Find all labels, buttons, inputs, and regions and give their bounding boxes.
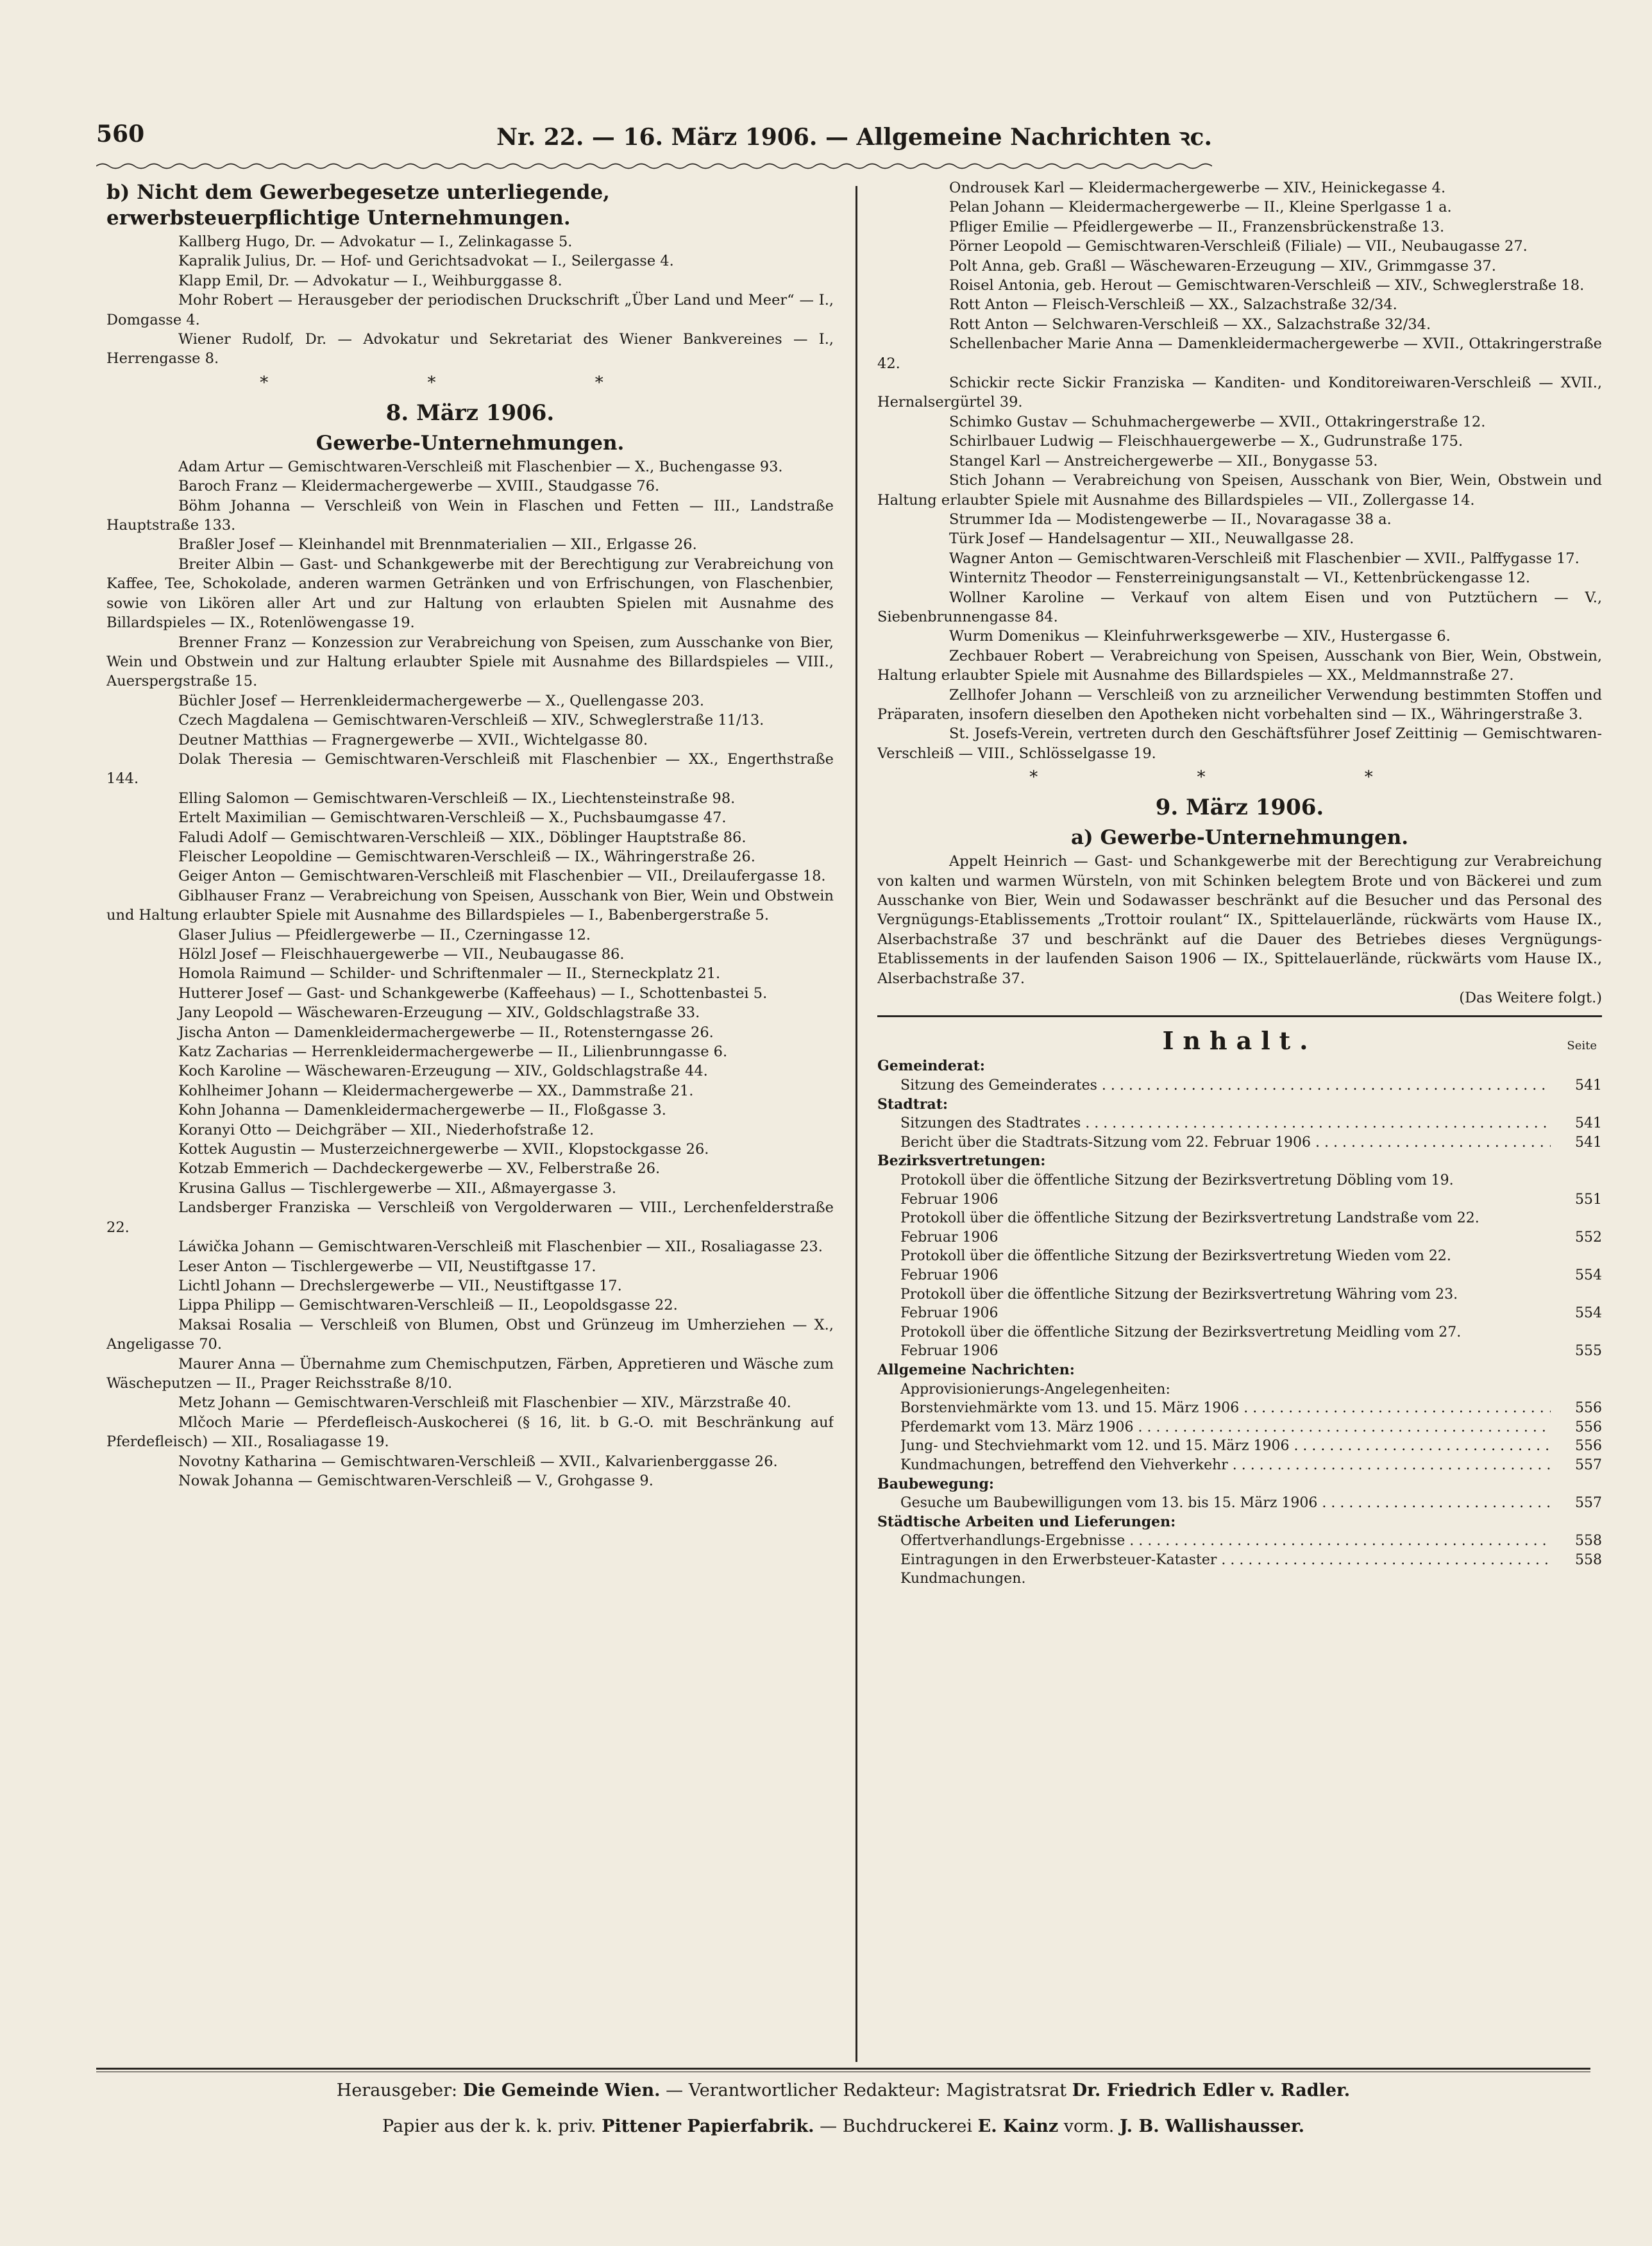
register-entry: Koranyi Otto — Deichgräber — XII., Niederhofstraße 12. [178,1121,594,1138]
printer-former-label: vorm. [1063,2116,1115,2136]
register-entry: Pörner Leopold — Gemischtwaren-Verschleiß (Filiale) — VII., Neubaugasse 27. [949,238,1528,255]
toc-group-heading: Gemeinderat: [877,1058,985,1075]
toc-rule [877,1015,1602,1017]
section-separator-stars: * * * [260,373,680,393]
toc-entry-title: Protokoll über die öffentliche Sitzung der Bezirksvertretung Meidling vom 27. Februar 1906 [900,1324,1462,1360]
toc-entry-page: 554 [1575,1305,1602,1322]
toc-entry-title: Jung- und Stechviehmarkt vom 12. und 15. März 1906 . . . [900,1437,1551,1456]
toc-entry-title: Kundmachungen. [900,1571,1026,1587]
date-heading-9-march: 9. März 1906. [1155,795,1324,821]
register-entry: Schimko Gustav — Schuhmachergewerbe — XVII., Ottakringerstraße 12. [949,413,1486,430]
register-entry: Katz Zacharias — Herrenkleidermachergewerbe — II., Lilienbrunngasse 6. [178,1043,728,1061]
toc-entry-page: 556 [1575,1438,1602,1455]
register-entry: Koch Karoline — Wäschewaren-Erzeugung — XIV., Goldschlagstraße 44. [178,1063,708,1080]
toc-title [877,1025,1602,1057]
table-of-contents [877,1057,1602,1589]
toc-entry [877,1532,1602,1551]
printer-name: E. Kainz [977,2116,1059,2136]
toc-entry-page: 556 [1575,1400,1602,1417]
register-entry: Nowak Johanna — Gemischtwaren-Verschleiß — V., Grohgasse 9. [178,1472,653,1489]
left-column [106,178,834,2061]
toc-entry-title: Borstenviehmärkte vom 13. und 15. März 1906 . . . [900,1399,1551,1418]
register-entry: Büchler Josef — Herrenkleidermachergewerbe — X., Quellengasse 203. [178,692,705,709]
toc-entry-title: Protokoll über die öffentliche Sitzung der Bezirksvertretung Wieden vom 22. Februar 1906 [900,1248,1451,1283]
register-entry: Elling Salomon — Gemischtwaren-Verschleiß — IX., Liechtensteinstraße 98. [178,789,736,807]
register-entry: Kottek Augustin — Musterzeichnergewerbe — XVII., Klopstockgasse 26. [178,1141,709,1158]
register-entry: Baroch Franz — Kleidermachergewerbe — XVIII., Staudgasse 76. [178,478,660,495]
register-entry: Wagner Anton — Gemischtwaren-Verschleiß mit Flaschenbier — XVII., Palffygasse 17. [949,550,1580,567]
register-entry: Kohlheimer Johann — Kleidermachergewerbe — XX., Dammstraße 21. [178,1082,694,1099]
toc-entry [877,1437,1602,1456]
toc-entry-page: 541 [1575,1115,1602,1132]
running-title: Nr. 22. — 16. März 1906. — Allgemeine Nachrichten ꝛc. [496,124,1212,151]
printer-label: — Buchdruckerei [820,2116,973,2136]
register-entry: Rott Anton — Fleisch-Verschleiß — XX., Salzachstraße 32/34. [949,296,1397,314]
register-entry: Zechbauer Robert — Verabreichung von Speisen, Ausschank von Bier, Wein, Obstwein, Haltung erlaubter Spiele mit Ausnahme des Billardspieles — XX., Meldmannstraße 27. [877,647,1602,684]
register-entry: Czech Magdalena — Gemischtwaren-Verschleiß — XIV., Schweglerstraße 11/13. [178,712,764,729]
printer-former-name: J. B. Wallishausser. [1119,2116,1304,2136]
register-entry: Zellhofer Johann — Verschleiß von zu arzneilicher Verwendung bestimmten Stoffen und Präparaten, insofern dieselben den Apotheken nicht vorbehalten sind — IX., Währingerstraße 3. [877,686,1602,723]
footer-rule [96,2068,1590,2070]
toc-entry [877,1209,1602,1247]
register-entry: Ertelt Maximilian — Gemischtwaren-Verschleiß — X., Puchsbaumgasse 47. [178,809,727,827]
section-separator-stars-right: * * * [1029,768,1450,788]
toc-entry [877,1494,1602,1513]
entries-b-list [106,232,834,369]
toc-entry-title: Offertverhandlungs-Ergebnisse . . . [900,1532,1551,1551]
toc-entry-title: Eintragungen in den Erwerbsteuer-Kataster . . . [900,1551,1551,1570]
toc-entry-title: Sitzungen des Stadtrates . . . [900,1114,1551,1133]
toc-entry [877,1323,1602,1361]
toc-entry-page: 556 [1575,1419,1602,1435]
toc-entry-page: 541 [1575,1077,1602,1094]
register-entry: Pelan Johann — Kleidermachergewerbe — II., Kleine Sperlgasse 1 a. [949,199,1452,216]
register-entry: Polt Anna, geb. Graßl — Wäschewaren-Erzeugung — XIV., Grimmgasse 37. [949,257,1496,274]
toc-entry [877,1456,1602,1475]
toc-entry-page: 558 [1575,1551,1602,1568]
editor-label: — Verantwortlicher Redakteur: Magistratsrat [666,2081,1067,2100]
toc-entry-page: 552 [1575,1229,1602,1245]
toc-entry [877,1551,1602,1570]
toc-group-heading: Bezirksvertretungen: [877,1153,1046,1170]
section-heading-gewerbe: Gewerbe-Unternehmungen. [316,431,625,455]
register-entry: Geiger Anton — Gemischtwaren-Verschleiß mit Flaschenbier — VII., Dreilaufergasse 18. [178,868,826,885]
toc-entry [877,1399,1602,1418]
toc-entry-page: 554 [1575,1267,1602,1283]
register-entry: Glaser Julius — Pfeidlergewerbe — II., Czerningasse 12. [178,926,591,943]
entries-a-continued-list [877,178,1602,763]
toc-entry [877,1171,1602,1209]
toc-entry-page: 558 [1575,1533,1602,1549]
toc-title-text: Inhalt. [1162,1026,1317,1056]
register-entry: Schickir recte Sickir Franziska — Kanditen- und Konditoreiwaren-Verschleiß — XVII., Hernalsergürtel 39. [877,375,1602,411]
register-entry: Mohr Robert — Herausgeber der periodischen Druckschrift „Über Land und Meer“ — I., Domgasse 4. [106,292,834,328]
register-entry: Giblhauser Franz — Verabreichung von Speisen, Ausschank von Bier, Wein und Obstwein und Haltung erlaubter Spiele mit Ausnahme des Billardspieles — I., Babenbergerstraße 5. [106,887,834,924]
register-entry: Kohn Johanna — Damenkleidermachergewerbe — II., Floßgasse 3. [178,1102,666,1119]
register-entry: Türk Josef — Handelsagentur — XII., Neuwallgasse 28. [949,530,1354,548]
toc-entry [877,1133,1602,1153]
register-entry: Leser Anton — Tischlergewerbe — VII, Neustiftgasse 17. [178,1258,596,1275]
register-entry: Stich Johann — Verabreichung von Speisen, Ausschank von Bier, Wein, Obstwein und Haltung erlaubter Spiele mit Ausnahme des Billardspieles — VII., Zollergasse 14. [877,472,1602,509]
right-column [877,178,1602,2061]
toc-entry [877,1418,1602,1437]
register-entry: Deutner Matthias — Fragnergewerbe — XVII., Wichtelgasse 80. [178,731,648,748]
toc-group-heading: Allgemeine Nachrichten: [877,1361,1075,1378]
register-entry: Novotny Katharina — Gemischtwaren-Verschleiß — XVII., Kalvarienberggasse 26. [178,1453,778,1470]
continued-note: (Das Weitere folgt.) [1459,990,1602,1007]
register-entry: Hölzl Josef — Fleischhauergewerbe — VII., Neubaugasse 86. [178,946,625,963]
date-heading-8-march: 8. März 1906. [385,400,555,426]
toc-entry-page: 551 [1575,1191,1602,1208]
decorative-wave-rule [96,162,1212,171]
register-entry: Metz Johann — Gemischtwaren-Verschleiß mit Flaschenbier — XIV., Märzstraße 40. [178,1394,791,1412]
toc-entry [877,1247,1602,1285]
register-entry: Maksai Rosalia — Verschleiß von Blumen, Obst und Grünzeug im Umherziehen — X., Angeligasse 70. [106,1316,834,1353]
toc-entry-title: Approvisionierungs-Angelegenheiten: [900,1381,1170,1397]
toc-entry-title: Protokoll über die öffentliche Sitzung der Bezirksvertretung Landstraße vom 22. Februar 1906 [900,1210,1479,1245]
register-entry: Dolak Theresia — Gemischtwaren-Verschleiß mit Flaschenbier — XX., Engerthstraße 144. [106,750,834,788]
register-entry: Jischa Anton — Damenkleidermachergewerbe — II., Rotensterngasse 26. [178,1024,714,1041]
register-entry: Jany Leopold — Wäschewaren-Erzeugung — XIV., Goldschlagstraße 33. [178,1004,700,1022]
section-heading-gewerbe-9: a) Gewerbe-Unternehmungen. [1070,826,1409,850]
toc-entry [877,1380,1602,1399]
paper-mill: Pittener Papierfabrik. [602,2116,814,2136]
editor-name: Dr. Friedrich Edler v. Radler. [1072,2081,1351,2100]
column-divider [856,186,857,2062]
publisher-name: Die Gemeinde Wien. [462,2081,661,2100]
toc-entry-title: Protokoll über die öffentliche Sitzung der Bezirksvertretung Währing vom 23. Februar 1906 [900,1286,1458,1322]
toc-group-heading: Stadtrat: [877,1095,948,1113]
entries-a-list [106,457,834,1491]
toc-entry-page: 541 [1575,1134,1602,1151]
toc-entry-title: Sitzung des Gemeinderates . . . [900,1076,1551,1095]
footer-printer-line [96,2114,1590,2140]
register-entry: Lippa Philipp — Gemischtwaren-Verschleiß — II., Leopoldsgasse 22. [178,1297,678,1314]
toc-entry-title: Pferdemarkt vom 13. März 1906 . . . [900,1418,1551,1437]
page-header [96,121,1212,159]
toc-entry [877,1569,1602,1589]
register-entry: Faludi Adolf — Gemischtwaren-Verschleiß — XIX., Döblinger Hauptstraße 86. [178,829,746,846]
register-entry: Lichtl Johann — Drechslergewerbe — VII., Neustiftgasse 17. [178,1277,622,1294]
register-entry: Rott Anton — Selchwaren-Verschleiß — XX., Salzachstraße 32/34. [949,316,1431,333]
toc-group-heading: Städtische Arbeiten und Lieferungen: [877,1513,1176,1530]
toc-entry [877,1114,1602,1133]
register-entry: Schellenbacher Marie Anna — Damenkleidermachergewerbe — XVII., Ottakringerstraße 42. [877,335,1602,372]
register-entry: Homola Raimund — Schilder- und Schriftenmaler — II., Sterneckplatz 21. [178,965,721,983]
register-entry: Krusina Gallus — Tischlergewerbe — XII., Aßmayergasse 3. [178,1179,617,1197]
register-entry: Ondrousek Karl — Kleidermachergewerbe — XIV., Heinickegasse 4. [949,180,1446,196]
entries-9-list [877,852,1602,988]
paper-label: Papier aus der k. k. priv. [382,2116,596,2136]
toc-entry-page: 555 [1575,1343,1602,1360]
toc-entry [877,1285,1602,1323]
register-entry: Stangel Karl — Anstreichergewerbe — XII., Bonygasse 53. [949,452,1378,469]
register-entry: Braßler Josef — Kleinhandel mit Brennmaterialien — XII., Erlgasse 26. [178,536,697,553]
register-entry: Kapralik Julius, Dr. — Hof- und Gerichtsadvokat — I., Seilergasse 4. [178,253,674,270]
register-entry: Kotzab Emmerich — Dachdeckergewerbe — XV., Felberstraße 26. [178,1160,661,1178]
toc-entry-title: Gesuche um Baubewilligungen vom 13. bis 15. März 1906 . . . [900,1494,1551,1513]
toc-entry-title: Kundmachungen, betreffend den Viehverkehr . . . [900,1456,1551,1475]
register-entry: Wiener Rudolf, Dr. — Advokatur und Sekretariat des Wiener Bankvereines — I., Herrengasse 8. [106,331,834,367]
toc-entry-page: 557 [1575,1495,1602,1512]
toc-entry-page: 557 [1575,1457,1602,1473]
register-entry: Roisel Antonia, geb. Herout — Gemischtwaren-Verschleiß — XIV., Schweglerstraße 18. [949,277,1585,294]
register-entry: Maurer Anna — Übernahme zum Chemischputzen, Färben, Appretieren und Wäsche zum Wäscheputzen — II., Prager Reichsstraße 8/10. [106,1355,834,1392]
register-entry: Schirlbauer Ludwig — Fleischhauergewerbe — X., Gudrunstraße 175. [949,433,1463,450]
toc-entry-title: Protokoll über die öffentliche Sitzung der Bezirksvertretung Döbling vom 19. Februar 1906 [900,1172,1454,1208]
register-entry: Klapp Emil, Dr. — Advokatur — I., Weihburggasse 8. [178,272,562,289]
register-entry: Mlčoch Marie — Pferdefleisch-Auskocherei (§ 16, lit. b G.-O. mit Beschränkung auf Pferdefleisch) — XII., Rosaliagasse 19. [106,1414,834,1451]
publisher-label: Herausgeber: [336,2081,458,2100]
register-entry: St. Josefs-Verein, vertreten durch den Geschäftsführer Josef Zeittinig — Gemischtwaren-Verschleiß — VIII., Schlösselgasse 19. [877,725,1602,762]
toc-group-heading: Baubewegung: [877,1475,995,1492]
footer-publisher-line [96,2078,1590,2104]
register-entry: Appelt Heinrich — Gast- und Schankgewerbe mit der Berechtigung zur Verabreichung von kalten und warmen Würsteln, von mit Schinken belegtem Brote und von Bäckerei und zum Ausschanke von Bier, Wein und Sodawasser beschränkt auf die Besucher und das Personal des Vergnügungs-Etablissements „Trottoir roulant“ IX., Spittelauerlände, rückwärts vom Hause IX., Alserbachstraße 37 und beschränkt auf die Dauer des Betriebes dieses Vergnügungs-Etablissements in der laufenden Saison 1906 — IX., Spittelauerlände, rückwärts vom Hause IX., Alserbachstraße 37. [877,853,1602,987]
register-entry: Hutterer Josef — Gast- und Schankgewerbe (Kaffeehaus) — I., Schottenbastei 5. [178,984,768,1002]
toc-entry-title: Bericht über die Stadtrats-Sitzung vom 22. Februar 1906 . . . [900,1133,1551,1153]
register-entry: Láwička Johann — Gemischtwaren-Verschleiß mit Flaschenbier — XII., Rosaliagasse 23. [178,1238,823,1256]
register-entry: Böhm Johanna — Verschleiß von Wein in Flaschen und Fetten — III., Landstraße Hauptstraße 133. [106,497,834,534]
register-entry: Kallberg Hugo, Dr. — Advokatur — I., Zelinkagasse 5. [178,233,573,250]
register-entry: Landsberger Franziska — Verschleiß von Vergolderwaren — VIII., Lerchenfelderstraße 22. [106,1199,834,1236]
register-entry: Strummer Ida — Modistengewerbe — II., Novaragasse 38 a. [949,511,1392,528]
section-heading-b: b) Nicht dem Gewerbegesetze unterliegende, erwerbsteuerpflichtige Unternehmungen. [106,181,610,230]
register-entry: Fleischer Leopoldine — Gemischtwaren-Verschleiß — IX., Währingerstraße 26. [178,848,755,865]
register-entry: Wollner Karoline — Verkauf von altem Eisen und von Putztüchern — V., Siebenbrunnengasse 84. [877,589,1602,625]
register-entry: Breiter Albin — Gast- und Schankgewerbe mit der Berechtigung zur Verabreichung von Kaffee, Tee, Schokolade, anderen warmen Getränken und von Erfrischungen, von Flaschenbier, sowie von Likören aller Art und zur Haltung von erlaubten Spielen mit Ausnahme des Billardspieles — IX., Rotenlöwengasse 19. [106,555,834,632]
register-entry: Wurm Domenikus — Kleinfuhrwerksgewerbe — XIV., Hustergasse 6. [949,628,1451,645]
register-entry: Adam Artur — Gemischtwaren-Verschleiß mit Flaschenbier — X., Buchengasse 93. [178,458,783,475]
toc-entry [877,1076,1602,1095]
register-entry: Brenner Franz — Konzession zur Verabreichung von Speisen, zum Ausschanke von Bier, Wein und Obstwein und zur Haltung erlaubter Spiele mit Ausnahme des Billardspieles — VIII., Auerspergstraße 15. [106,634,834,690]
page-number: 560 [96,121,145,148]
register-entry: Winternitz Theodor — Fensterreinigungsanstalt — VI., Kettenbrückengasse 12. [949,570,1531,587]
register-entry: Pfliger Emilie — Pfeidlergewerbe — II., Franzensbrückenstraße 13. [949,218,1445,235]
toc-page-column-label: Seite [1567,1039,1597,1053]
